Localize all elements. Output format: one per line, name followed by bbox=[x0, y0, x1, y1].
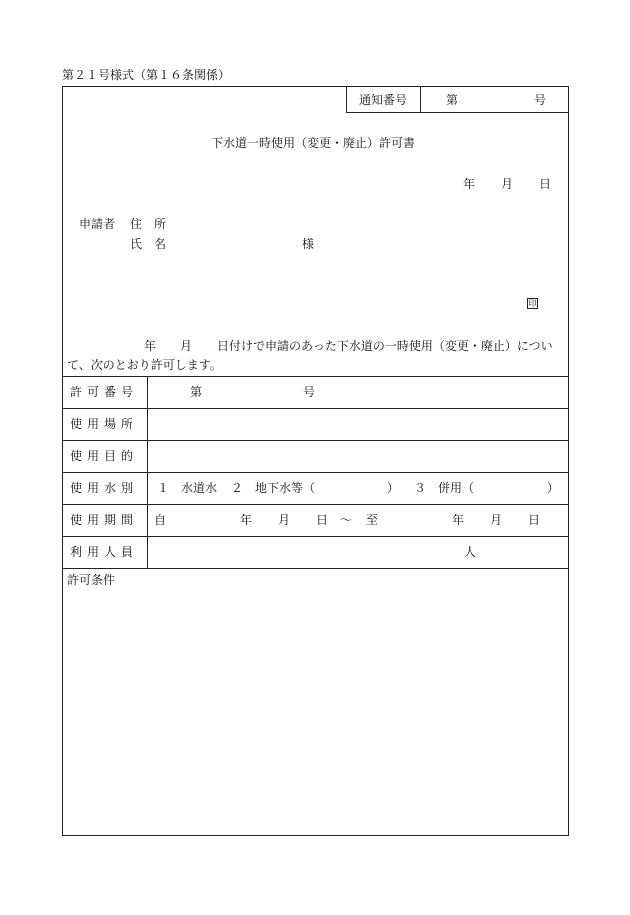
permit-number-dai: 第 bbox=[190, 385, 203, 399]
period-month-1: 月 bbox=[278, 513, 291, 527]
table-row-divider bbox=[62, 504, 569, 505]
body-text-line2: て、次のとおり許可します。 bbox=[67, 358, 222, 372]
row-label-permit-number: 許可番号 bbox=[70, 385, 139, 399]
period-day-1: 日 bbox=[316, 513, 329, 527]
notice-number-label: 通知番号 bbox=[359, 93, 408, 107]
date-year: 年 bbox=[463, 177, 476, 191]
body-text-year: 年 bbox=[144, 339, 157, 353]
notice-box-left-border bbox=[346, 86, 347, 112]
row-label-usage-location: 使用場所 bbox=[70, 417, 139, 431]
applicant-label: 申請者 bbox=[79, 217, 116, 231]
permit-form-frame bbox=[62, 86, 569, 836]
body-text-line1: 日付けで申請のあった下水道の一時使用（変更・廃止）につい bbox=[217, 339, 553, 353]
period-year-1: 年 bbox=[240, 513, 253, 527]
row-label-usage-purpose: 使用目的 bbox=[70, 449, 139, 463]
permit-number-go: 号 bbox=[303, 385, 316, 399]
period-month-2: 月 bbox=[490, 513, 503, 527]
date-month: 月 bbox=[501, 177, 514, 191]
water-type-option-3-close: ） bbox=[547, 481, 560, 495]
permit-conditions-label: 許可条件 bbox=[67, 573, 116, 587]
notice-box-bottom-border bbox=[346, 112, 569, 113]
date-day: 日 bbox=[539, 177, 552, 191]
form-number: 第２１号様式（第１６条関係） bbox=[62, 68, 231, 82]
row-label-water-type: 使用水別 bbox=[70, 481, 139, 495]
document-title: 下水道一時使用（変更・廃止）許可書 bbox=[211, 136, 416, 150]
period-from: 自 bbox=[154, 513, 167, 527]
water-type-option-3: ３ 併用（ bbox=[414, 481, 475, 495]
applicant-name-label: 氏 名 bbox=[130, 237, 167, 251]
persons-unit: 人 bbox=[464, 545, 477, 559]
notice-number-go: 号 bbox=[534, 93, 547, 107]
period-tilde: 〜 bbox=[340, 513, 353, 527]
period-year-2: 年 bbox=[452, 513, 465, 527]
table-label-column-divider bbox=[147, 376, 148, 568]
body-text-month: 月 bbox=[180, 339, 193, 353]
table-row-divider bbox=[62, 440, 569, 441]
table-row-divider bbox=[62, 472, 569, 473]
notice-number-dai: 第 bbox=[446, 93, 459, 107]
water-type-option-2-close: ） bbox=[387, 481, 400, 495]
water-type-option-1: １ 水道水 bbox=[157, 481, 218, 495]
table-bottom-border bbox=[62, 568, 569, 569]
notice-box-divider bbox=[420, 86, 421, 112]
table-row-divider bbox=[62, 408, 569, 409]
period-day-2: 日 bbox=[528, 513, 541, 527]
row-label-persons: 利用人員 bbox=[70, 545, 139, 559]
table-row-divider bbox=[62, 536, 569, 537]
row-label-usage-period: 使用期間 bbox=[70, 513, 139, 527]
applicant-honorific: 様 bbox=[302, 237, 315, 251]
period-to: 至 bbox=[366, 513, 379, 527]
applicant-address-label: 住 所 bbox=[130, 217, 167, 231]
seal-mark: 印 bbox=[528, 299, 537, 308]
water-type-option-2: ２ 地下水等（ bbox=[231, 481, 316, 495]
table-top-border bbox=[62, 376, 569, 377]
